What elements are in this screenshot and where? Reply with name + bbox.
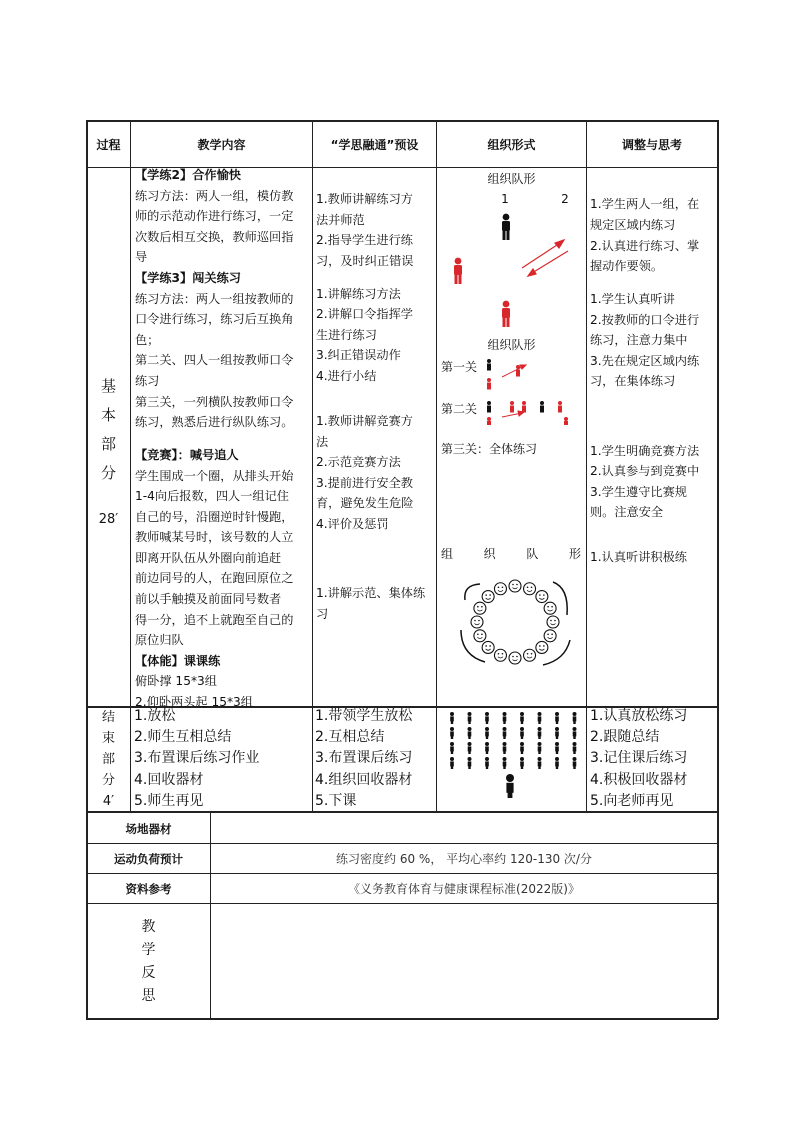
- adjust-line: 3.记住课后练习: [590, 750, 688, 767]
- student-small-icon: [520, 712, 524, 724]
- preset-line: 3.纠正错误动作: [316, 348, 401, 363]
- end-char: 部: [101, 752, 115, 767]
- student-face-icon: [474, 630, 486, 642]
- content-line: 【体能】课课练: [135, 653, 221, 668]
- student-face-icon: [494, 583, 506, 595]
- student-face-icon: [524, 583, 536, 595]
- content-line: 【竞赛】：喊号追人: [135, 447, 239, 462]
- teacher-figure-icon: [506, 774, 514, 798]
- reference-value: 《义务教育体育与健康课程标准(2022版)》: [348, 882, 580, 896]
- adjust-line: 规定区域内练习: [590, 217, 676, 232]
- header-process: 过程: [96, 138, 121, 152]
- student-face-icon: [509, 652, 521, 664]
- position-number-2: 2: [561, 192, 569, 206]
- student-face-icon: [482, 641, 494, 653]
- load-value: 练习密度约 60 %， 平均心率约 120-130 次/分: [336, 852, 592, 866]
- content-line: 练习: [135, 373, 160, 388]
- pass-2-label: 第二关: [441, 402, 478, 416]
- pass-1-label: 第一关: [441, 360, 478, 374]
- movement-arrow-icon: [522, 240, 568, 276]
- org-title-3: [441, 545, 581, 562]
- student-small-icon: [555, 742, 559, 754]
- content-line: 练习方法：两人一组，模仿教: [135, 188, 294, 203]
- adjust-line: [590, 523, 716, 535]
- content-line: 前边同号的人，在跑回原位之: [135, 571, 294, 586]
- basic-preset: [316, 189, 434, 624]
- reflect-char: 学: [141, 942, 156, 958]
- content-line: 俯卧撑 15*3组: [135, 674, 217, 689]
- content-line: 练习方法：两人一组按教师的: [135, 291, 294, 306]
- student-figure-icon: [502, 301, 510, 327]
- equipment-label: 场地器材: [125, 822, 172, 836]
- adjust-line: 练习，注意力集中: [590, 333, 688, 348]
- student-small-icon: [503, 757, 507, 769]
- org-title-char: 形: [568, 547, 581, 561]
- preset-line: [316, 547, 434, 559]
- preset-line: 1.讲解练习方法: [316, 286, 401, 301]
- header-organization: 组织形式: [487, 138, 536, 152]
- adjust-line: 3.学生遵守比赛规: [590, 484, 687, 499]
- student-small-icon: [520, 742, 524, 754]
- teacher-figure-icon: [502, 214, 510, 240]
- adjust-line: 2.认真进行练习、掌: [590, 238, 700, 253]
- adjust-line: 握动作要领。: [590, 259, 664, 274]
- content-line: 导: [135, 250, 148, 265]
- end-char: 束: [101, 731, 115, 746]
- content-line: 色；: [135, 332, 160, 347]
- position-number-1: 1: [501, 192, 509, 206]
- adjust-line: 2.跟随总结: [590, 729, 660, 746]
- student-small-icon: [520, 727, 524, 739]
- preset-line: [316, 534, 434, 546]
- dismissal-formation-diagram: [440, 708, 584, 810]
- preset-line: 习: [316, 606, 329, 621]
- teacher-small-icon: [540, 401, 544, 413]
- adjust-line: [590, 404, 716, 416]
- content-line: 2.仰卧两头起 15*3组: [135, 695, 253, 710]
- adjust-line: [590, 182, 716, 194]
- content-line: [135, 433, 311, 445]
- student-small-icon: [555, 712, 559, 724]
- end-preset: [315, 706, 435, 812]
- content-line: 第三关，一列横队按教师口令: [135, 394, 294, 409]
- student-small-icon: [487, 417, 491, 425]
- end-content: [134, 706, 310, 812]
- student-face-icon: [524, 649, 536, 661]
- student-small-icon: [538, 742, 542, 754]
- end-char: 分: [101, 773, 115, 788]
- pass-practice-diagram: [480, 355, 585, 425]
- student-small-icon: [450, 727, 454, 739]
- student-small-icon: [538, 727, 542, 739]
- content-line: 自己的号，沿圈逆时针慢跑，: [135, 509, 294, 524]
- student-small-icon: [485, 712, 489, 724]
- circle-chase-diagram: [455, 570, 575, 675]
- adjust-line: 5.向老师再见: [590, 792, 674, 809]
- preset-line: 4.进行小结: [316, 368, 377, 383]
- adjust-line: 1.认真听讲积极练: [590, 550, 687, 565]
- preset-line: 法并师范: [316, 212, 365, 227]
- adjust-line: [590, 392, 716, 404]
- header-adjust: 调整与思考: [621, 138, 682, 152]
- student-small-icon: [485, 727, 489, 739]
- basic-char: 分: [100, 464, 116, 482]
- org-title-2: 组织队形: [487, 338, 536, 352]
- basic-char: 本: [100, 406, 116, 424]
- adjust-line: 1.认真放松练习: [590, 708, 688, 724]
- pair-practice-diagram: [440, 210, 585, 330]
- reference-label: 资料参考: [125, 882, 172, 896]
- basic-char: 部: [100, 435, 116, 453]
- adjust-line: [590, 277, 716, 289]
- student-small-icon: [538, 712, 542, 724]
- preset-line: 4.组织回收器材: [315, 771, 413, 788]
- adjust-line: [590, 170, 716, 182]
- preset-line: [316, 271, 434, 283]
- preset-line: 1.教师讲解练习方: [316, 192, 413, 206]
- adjust-line: [590, 428, 716, 440]
- content-line: 练习，熟悉后进行纵队练习。: [135, 415, 294, 430]
- preset-line: [316, 387, 434, 399]
- student-face-icon: [544, 630, 556, 642]
- content-line: 1-4向后报数，四人一组记住: [135, 489, 289, 504]
- student-small-icon: [503, 727, 507, 739]
- student-small-icon: [522, 401, 526, 413]
- basic-time: 28′: [98, 512, 119, 527]
- preset-line: 3.布置课后练习: [315, 750, 413, 767]
- adjust-line: [590, 535, 716, 547]
- content-line: 师的示范动作进行练习，一定: [135, 209, 294, 224]
- student-small-icon: [573, 712, 577, 724]
- movement-arrow-icon: [502, 365, 526, 377]
- preset-line: 2.指导学生进行练: [316, 233, 413, 248]
- preset-line: 1.讲解示范、集体练: [316, 586, 426, 601]
- adjust-line: 则。注意安全: [590, 505, 664, 520]
- content-line: 原位归队: [135, 633, 184, 648]
- content-line: 口令进行练习，练习后互换角: [135, 312, 294, 327]
- student-small-icon: [573, 727, 577, 739]
- student-small-icon: [468, 742, 472, 754]
- teacher-small-icon: [487, 359, 491, 371]
- student-small-icon: [555, 727, 559, 739]
- adjust-line: 1.学生认真听讲: [590, 291, 675, 306]
- adjust-line: 1.学生明确竞赛方法: [590, 443, 700, 458]
- student-face-icon: [544, 602, 556, 614]
- student-small-icon: [516, 365, 520, 377]
- preset-line: 5.下课: [315, 792, 357, 809]
- content-line: 3.布置课后练习作业: [134, 750, 260, 767]
- preset-line: 习，及时纠正错误: [316, 253, 414, 268]
- student-face-icon: [474, 602, 486, 614]
- content-line: 得一分，追不上就跑至自己的: [135, 612, 294, 627]
- preset-line: [316, 399, 434, 411]
- end-time: 4′: [102, 794, 115, 809]
- student-figure-icon: [454, 258, 462, 284]
- preset-line: 3.提前进行安全教: [316, 475, 413, 490]
- preset-line: 2.讲解口令指挥学: [316, 307, 413, 322]
- adjust-line: [590, 416, 716, 428]
- org-title-char: 组: [441, 547, 454, 561]
- content-line: 5.师生再见: [134, 792, 204, 809]
- student-small-icon: [450, 742, 454, 754]
- student-small-icon: [487, 378, 491, 390]
- student-small-icon: [555, 757, 559, 769]
- student-face-icon: [509, 580, 521, 592]
- student-small-icon: [485, 742, 489, 754]
- student-face-icon: [494, 649, 506, 661]
- student-small-icon: [468, 757, 472, 769]
- student-face-icon: [536, 591, 548, 603]
- basic-char: 基: [100, 377, 116, 395]
- preset-line: 2.互相总结: [315, 729, 385, 746]
- adjust-line: 4.积极回收器材: [590, 771, 688, 788]
- end-char: 结: [101, 710, 115, 725]
- student-small-icon: [450, 712, 454, 724]
- reflect-char: 反: [141, 965, 156, 981]
- student-face-icon: [471, 616, 483, 628]
- preset-line: 1.带领学生放松: [315, 708, 413, 724]
- content-line: 即离开队伍从外圈向前追赶: [135, 550, 282, 565]
- content-line: 前以手触摸及前面同号数者: [135, 592, 282, 607]
- end-part-label: [87, 707, 130, 812]
- student-face-icon: [547, 616, 559, 628]
- preset-line: [316, 571, 434, 583]
- reflect-char: 教: [141, 919, 156, 935]
- student-small-icon: [468, 712, 472, 724]
- load-label: 运动负荷预计: [114, 852, 183, 866]
- preset-line: 1.教师讲解竞赛方: [316, 413, 413, 428]
- student-face-icon: [536, 641, 548, 653]
- preset-line: [316, 559, 434, 571]
- adjust-line: 2.按教师的口令进行: [590, 312, 700, 327]
- pass-3-label: 第三关：全体练习: [441, 442, 538, 456]
- content-line: 次数后相互交换，教师巡回指: [135, 229, 294, 244]
- header-preset: “学思融通”预设: [330, 138, 419, 152]
- content-line: 4.回收器材: [134, 771, 204, 788]
- adjust-line: 3.先在规定区域内练: [590, 353, 700, 368]
- basic-content: [135, 165, 311, 713]
- content-line: 教师喊某号时，该号数的人立: [135, 530, 294, 545]
- org-title-char: 织: [483, 547, 496, 561]
- student-small-icon: [503, 742, 507, 754]
- teacher-small-icon: [487, 401, 491, 413]
- student-small-icon: [558, 401, 562, 413]
- student-small-icon: [538, 757, 542, 769]
- adjust-line: 1.学生两人一组，在: [590, 197, 700, 212]
- student-small-icon: [450, 757, 454, 769]
- content-line: 1.放松: [134, 708, 176, 724]
- adjust-line: 2.认真参与到竞赛中: [590, 464, 700, 479]
- content-line: 【学练2】合作愉快: [135, 168, 241, 182]
- student-small-icon: [510, 401, 514, 413]
- adjust-line: 习，在集体练习: [590, 374, 676, 389]
- org-title-1: 组织队形: [487, 172, 536, 186]
- content-line: 学生围成一个圈，从排头开始: [135, 468, 294, 483]
- student-small-icon: [573, 742, 577, 754]
- reflection-label: [87, 916, 210, 1008]
- org-title-char: 队: [526, 547, 539, 561]
- student-small-icon: [503, 712, 507, 724]
- student-face-icon: [482, 591, 494, 603]
- reflection-content[interactable]: [211, 904, 717, 1018]
- student-small-icon: [468, 727, 472, 739]
- preset-line: 2.示范竞赛方法: [316, 455, 401, 470]
- preset-line: 生进行练习: [316, 327, 377, 342]
- reflect-char: 思: [141, 988, 156, 1004]
- student-small-icon: [485, 757, 489, 769]
- header-content: 教学内容: [197, 138, 246, 152]
- basic-adjust: [590, 170, 716, 568]
- student-small-icon: [520, 757, 524, 769]
- content-line: 第二关、四人一组按教师口令: [135, 353, 294, 368]
- content-line: 2.师生互相总结: [134, 729, 232, 746]
- basic-part-label: [87, 372, 130, 488]
- end-adjust: [590, 706, 716, 812]
- content-line: 【学练3】闯关练习: [135, 270, 241, 285]
- student-small-icon: [564, 417, 568, 425]
- preset-line: 4.评价及惩罚: [316, 516, 389, 531]
- preset-line: 法: [316, 434, 329, 449]
- preset-line: 育，避免发生危险: [316, 496, 414, 511]
- student-small-icon: [573, 757, 577, 769]
